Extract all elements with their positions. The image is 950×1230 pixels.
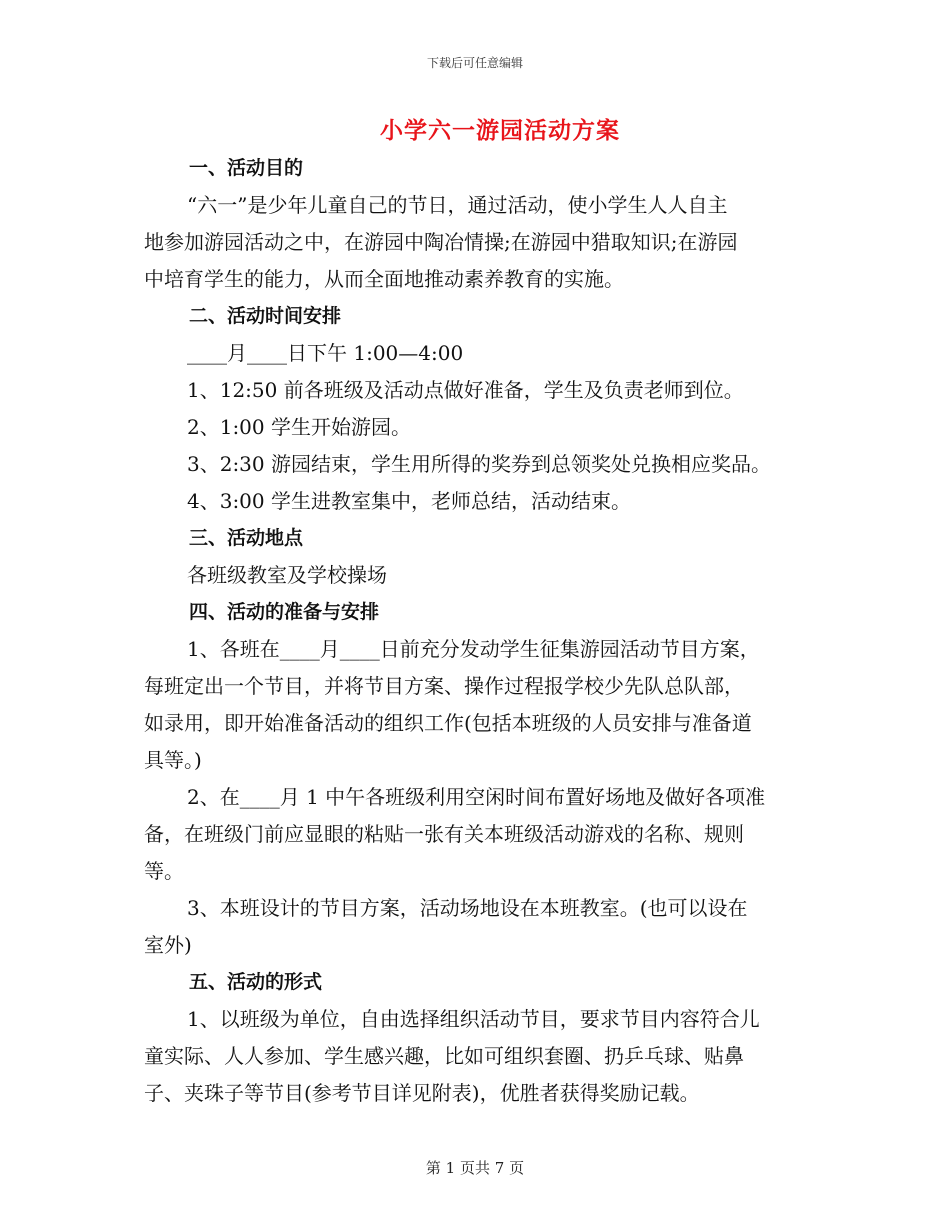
section-heading: 四、活动的准备与安排 <box>189 601 380 623</box>
body-line: 具等。) <box>144 748 202 772</box>
section-heading: 二、活动时间安排 <box>189 305 342 327</box>
body-line: 各班级教室及学校操场 <box>187 563 387 587</box>
section-heading: 三、活动地点 <box>189 527 304 549</box>
section-heading: 五、活动的形式 <box>189 971 323 993</box>
body-line: 每班定出一个节目，并将节目方案、操作过程报学校少先队总队部， <box>144 674 744 698</box>
section-heading: 一、活动目的 <box>189 157 304 179</box>
body-line: 3、本班设计的节目方案，活动场地设在本班教室。(也可以设在 <box>187 896 748 920</box>
body-line: 3、2:30 游园结束，学生用所得的奖券到总领奖处兑换相应奖品。 <box>187 452 771 476</box>
body-line: 1、各班在____月____日前充分发动学生征集游园活动节目方案， <box>187 637 760 661</box>
body-line: 1、以班级为单位，自由选择组织活动节目，要求节目内容符合儿 <box>187 1007 760 1031</box>
header-note: 下载后可任意编辑 <box>426 56 523 70</box>
body-line: 子、夹珠子等节目(参考节目详见附表)，优胜者获得奖励记载。 <box>144 1081 700 1105</box>
body-line: 2、在____月 1 中午各班级利用空闲时间布置好场地及做好各项准 <box>187 785 766 809</box>
page-footer: 第 1 页共 7 页 <box>425 1159 525 1177</box>
body-line: 备，在班级门前应显眼的粘贴一张有关本班级活动游戏的名称、规则 <box>144 822 744 846</box>
body-line: 4、3:00 学生进教室集中，老师总结，活动结束。 <box>187 489 631 513</box>
body-line: “六一”是少年儿童自己的节日，通过活动，使小学生人人自主 <box>187 193 728 217</box>
body-line: 地参加游园活动之中，在游园中陶冶情操;在游园中猎取知识;在游园 <box>144 230 738 254</box>
body-line: 室外) <box>144 933 192 957</box>
body-line: 2、1:00 学生开始游园。 <box>187 415 411 439</box>
document-title: 小学六一游园活动方案 <box>380 117 620 144</box>
body-line: 童实际、人人参加、学生感兴趣，比如可组织套圈、扔乒乓球、贴鼻 <box>144 1044 744 1068</box>
body-line: 中培育学生的能力，从而全面地推动素养教育的实施。 <box>144 267 624 291</box>
body-line: 等。 <box>144 859 184 883</box>
body-line: 1、12:50 前各班级及活动点做好准备，学生及负责老师到位。 <box>187 378 744 402</box>
document-body <box>144 150 814 1112</box>
body-line: ____月____日下午 1:00—4:00 <box>187 341 464 365</box>
body-line: 如录用，即开始准备活动的组织工作(包括本班级的人员安排与准备道 <box>144 711 752 735</box>
